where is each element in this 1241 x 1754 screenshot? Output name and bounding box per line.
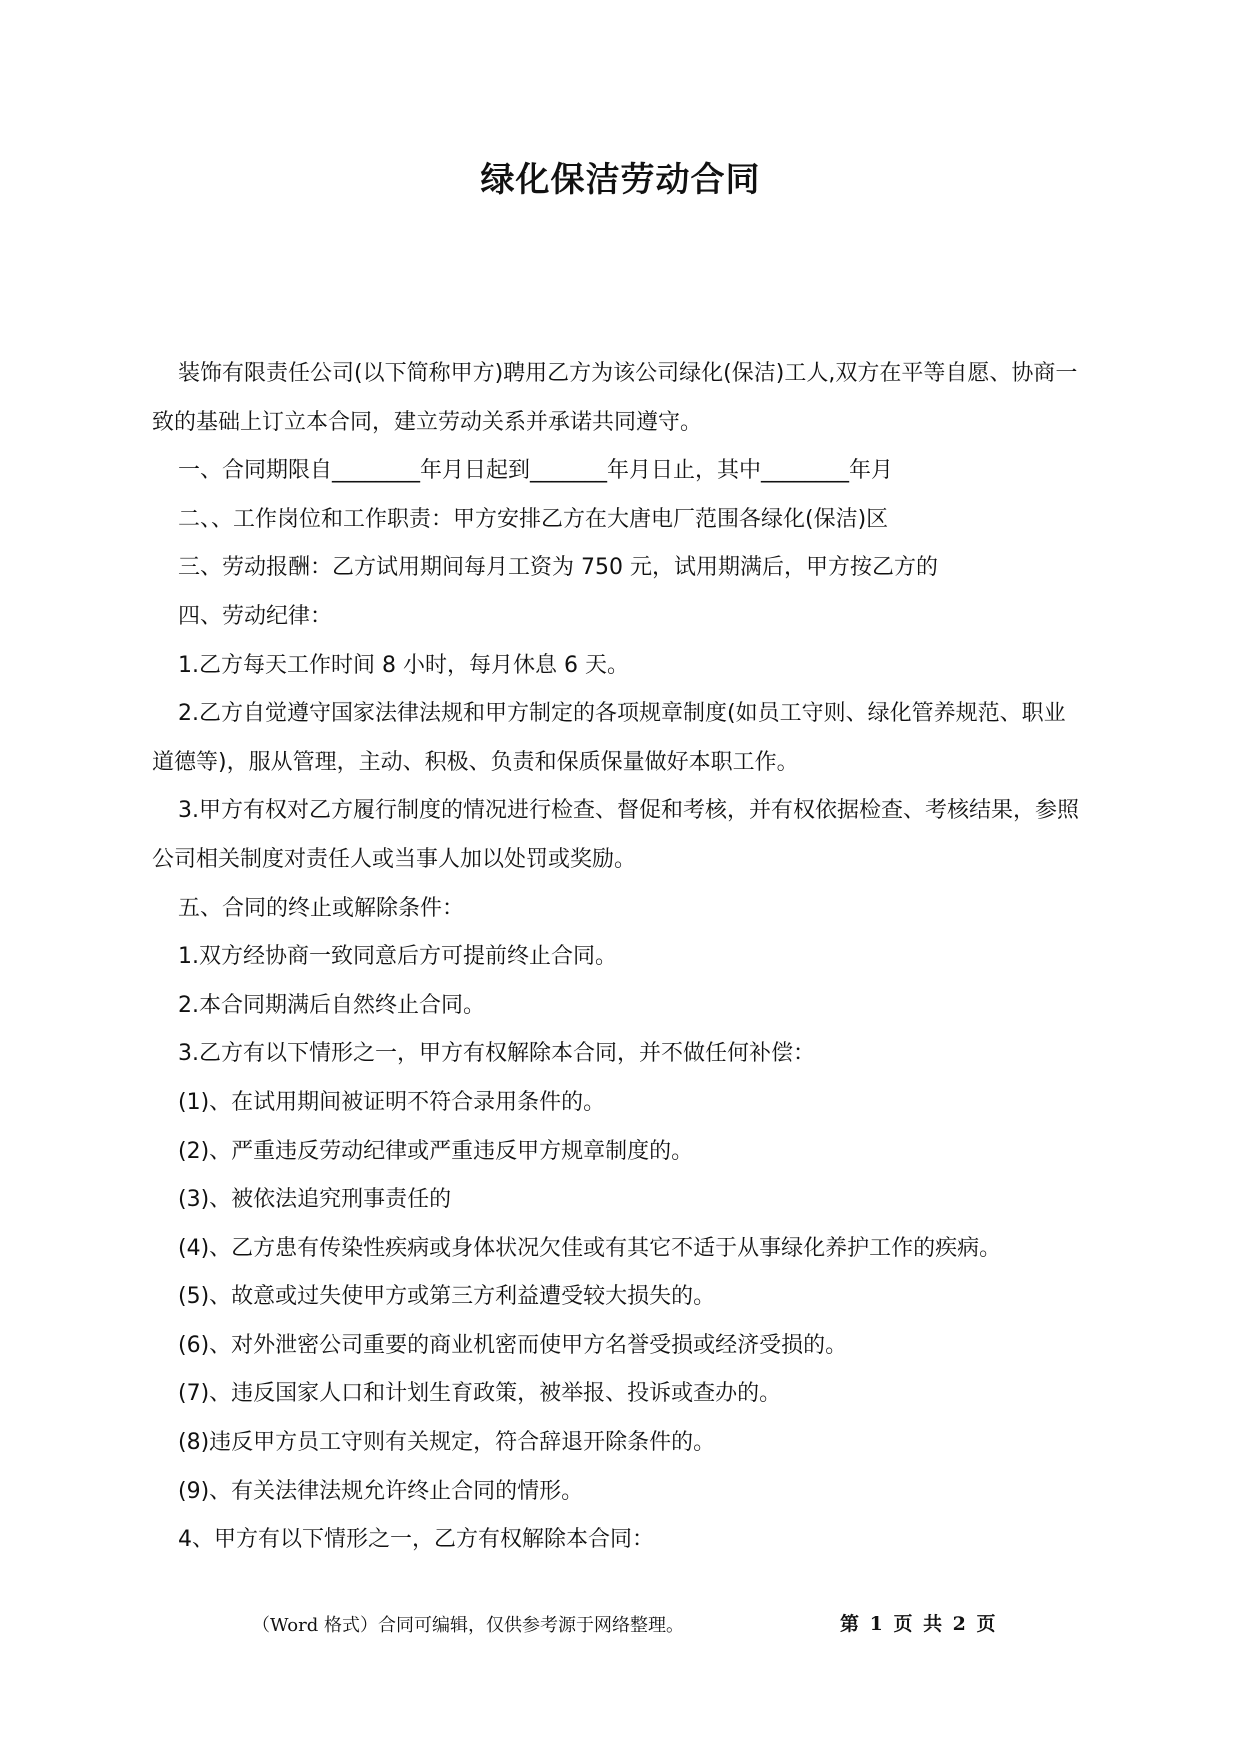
- sub-item-3: (3)、被依法追究刑事责任的: [178, 1187, 452, 1213]
- clause-3-salary: 三、劳动报酬：乙方试用期间每月工资为 750 元，试用期满后，甲方按乙方的: [178, 555, 938, 581]
- clause-5-item-1: 1.双方经协商一致同意后方可提前终止合同。: [178, 944, 617, 970]
- sub-item-1: (1)、在试用期间被证明不符合录用条件的。: [178, 1089, 606, 1115]
- sub-item-5: (5)、故意或过失使甲方或第三方利益遭受较大损失的。: [178, 1284, 716, 1310]
- clause-4-item-1: 1.乙方每天工作时间 8 小时，每月休息 6 天。: [178, 652, 629, 678]
- clause-5-item-4: 4、甲方有以下情形之一，乙方有权解除本合同：: [178, 1527, 654, 1553]
- sub-item-8: (8)违反甲方员工守则有关规定，符合辞退开除条件的。: [178, 1430, 716, 1456]
- sub-item-7: (7)、违反国家人口和计划生育政策，被举报、投诉或查办的。: [178, 1381, 782, 1407]
- document-body: [152, 350, 1082, 1565]
- sub-item-6: (6)、对外泄密公司重要的商业机密而使甲方名誉受损或经济受损的。: [178, 1332, 848, 1358]
- clause-2-position: 二、、工作岗位和工作职责：甲方安排乙方在大唐电厂范围各绿化(保洁)区: [178, 506, 889, 532]
- clause-1-term: 一、合同期限自________年月日起到_______年月日止，其中________年月: [178, 458, 894, 484]
- clause-4-item-3: 3.甲方有权对乙方履行制度的情况进行检查、督促和考核，并有权依据检查、考核结果，参照公司相关制度对责任人或当事人加以处罚或奖励。: [152, 798, 1079, 872]
- sub-item-9: (9)、有关法律法规允许终止合同的情形。: [178, 1478, 584, 1504]
- clause-4-item-2: 2.乙方自觉遵守国家法律法规和甲方制定的各项规章制度(如员工守则、绿化管养规范、职业道德等)，服从管理，主动、积极、负责和保质保量做好本职工作。: [152, 701, 1066, 775]
- clause-5-heading: 五、合同的终止或解除条件：: [178, 895, 465, 921]
- clause-4-heading: 四、劳动纪律：: [178, 603, 333, 629]
- sub-item-2: (2)、严重违反劳动纪律或严重违反甲方规章制度的。: [178, 1138, 694, 1164]
- sub-item-4: (4)、乙方患有传染性疾病或身体状况欠佳或有其它不适于从事绿化养护工作的疾病。: [178, 1235, 1002, 1261]
- intro-paragraph: 装饰有限责任公司(以下简称甲方)聘用乙方为该公司绿化(保洁)工人,双方在平等自愿、协商一致的基础上订立本合同，建立劳动关系并承诺共同遵守。: [152, 361, 1078, 435]
- document-title: 绿化保洁劳动合同: [480, 160, 761, 200]
- clause-5-item-3: 3.乙方有以下情形之一，甲方有权解除本合同，并不做任何补偿：: [178, 1041, 815, 1067]
- footer-note: （Word 格式）合同可编辑，仅供参考源于网络整理。: [252, 1615, 684, 1636]
- clause-5-item-2: 2.本合同期满后自然终止合同。: [178, 992, 485, 1018]
- page-number: 第 1 页 共 2 页: [840, 1613, 998, 1635]
